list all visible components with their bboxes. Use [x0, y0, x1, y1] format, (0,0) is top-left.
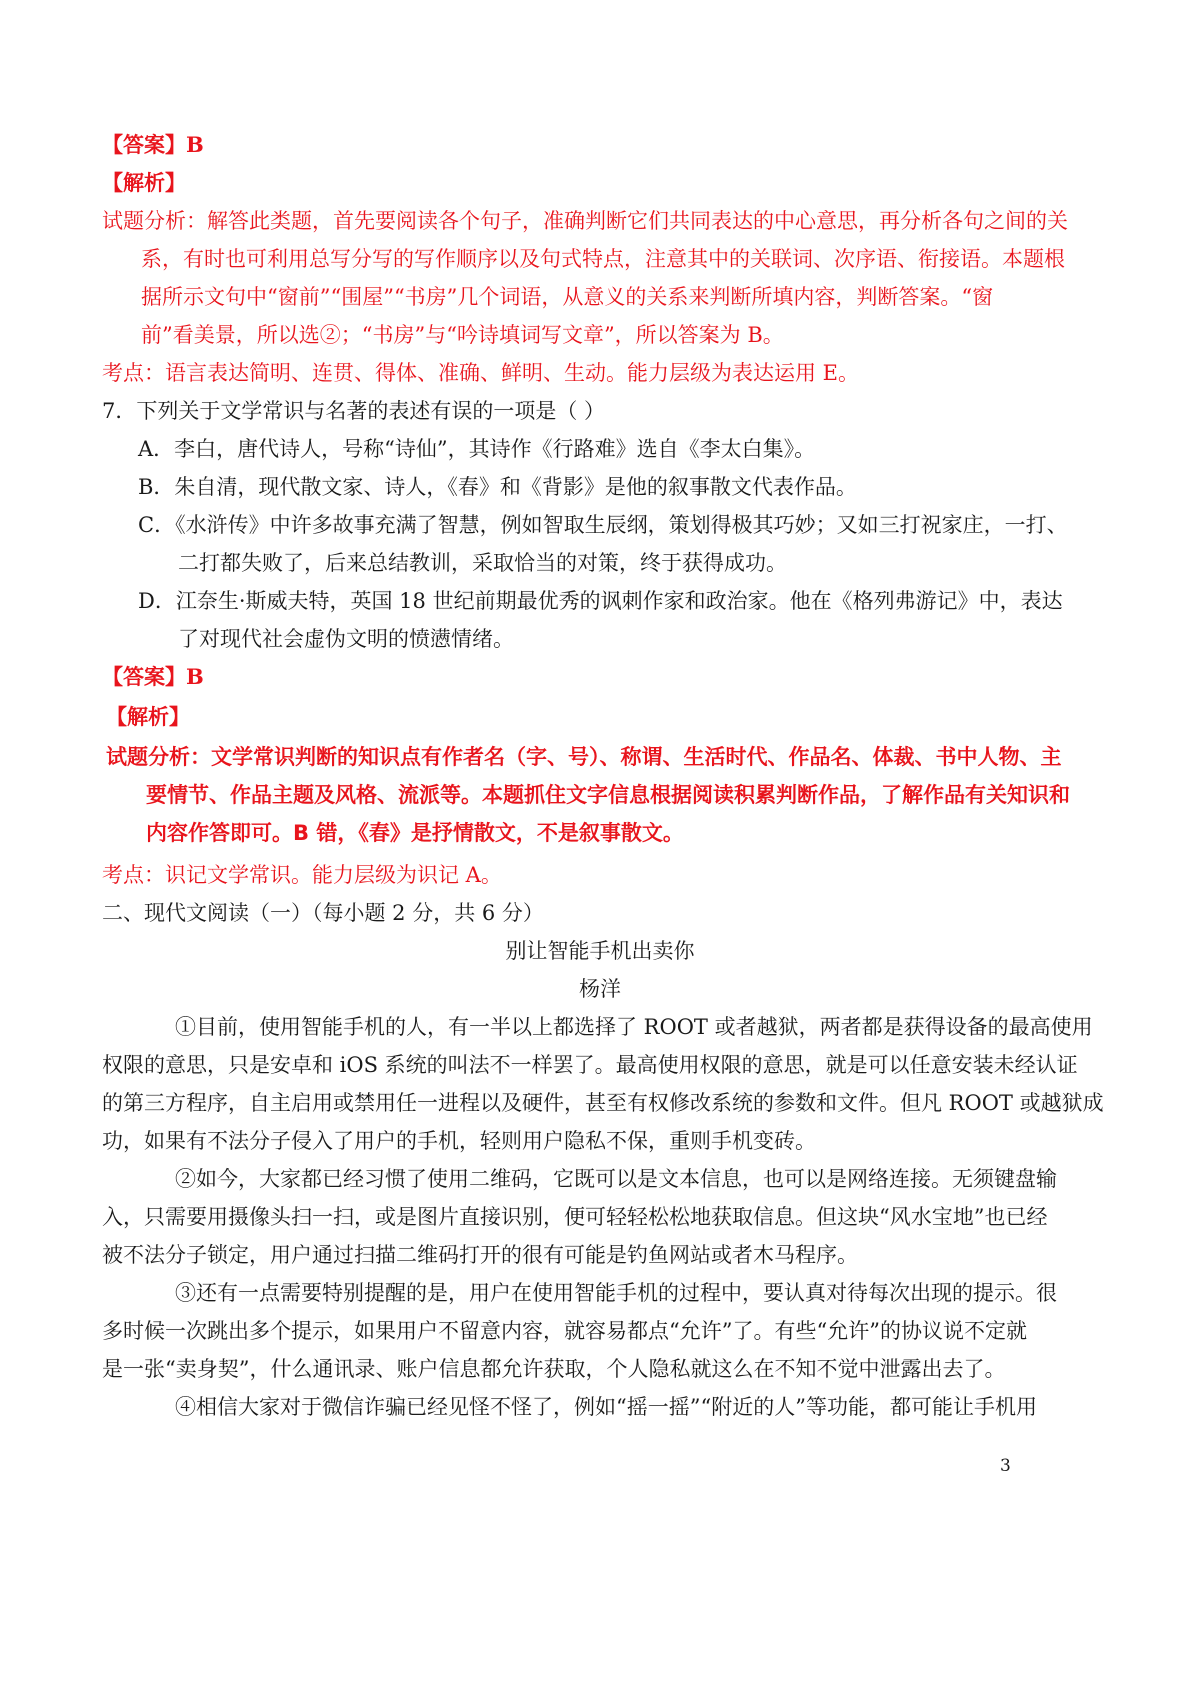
passage-line: 权限的意思，只是安卓和 iOS 系统的叫法不一样罢了。最高使用权限的意思，就是可以任意安装未经认证 — [102, 1053, 1078, 1077]
passage-line: ③还有一点需要特别提醒的是，用户在使用智能手机的过程中，要认真对待每次出现的提示。很 — [175, 1281, 1057, 1305]
q6-analysis-line: 试题分析：解答此类题，首先要阅读各个句子，准确判断它们共同表达的中心意思，再分析各句之间的关 — [102, 209, 1068, 233]
q7-analysis-label: 【解析】 — [106, 704, 190, 729]
q7-option-a: A．李白，唐代诗人，号称“诗仙”，其诗作《行路难》选自《李太白集》。 — [138, 437, 816, 461]
passage-line: ①目前，使用智能手机的人，有一半以上都选择了 ROOT 或者越狱，两者都是获得设备的最高使用 — [175, 1015, 1093, 1039]
q7-stem: 7．下列关于文学常识与名著的表述有误的一项是（ ） — [102, 399, 606, 423]
q7-analysis-line: 试题分析：文学常识判断的知识点有作者名（字、号）、称谓、生活时代、作品名、体裁、书中人物、主 — [106, 745, 1062, 769]
q7-option-c-cont: 二打都失败了，后来总结教训，采取恰当的对策，终于获得成功。 — [178, 551, 787, 575]
q7-option-c: C．《水浒传》中许多故事充满了智慧，例如智取生辰纲，策划得极其巧妙；又如三打祝家庄，一打、 — [138, 513, 1068, 537]
section-heading: 二、现代文阅读（一）（每小题 2 分，共 6 分） — [102, 901, 544, 925]
q7-option-b: B．朱自清，现代散文家、诗人，《春》和《背影》是他的叙事散文代表作品。 — [138, 475, 857, 499]
q7-option-d: D．江奈生·斯威夫特，英国 18 世纪前期最优秀的讽刺作家和政治家。他在《格列弗游记》中，表达 — [138, 589, 1063, 613]
q6-analysis-line: 系，有时也可利用总写分写的写作顺序以及句式特点，注意其中的关联词、次序语、衔接语。本题根 — [141, 247, 1065, 271]
passage-line: ②如今，大家都已经习惯了使用二维码，它既可以是文本信息，也可以是网络连接。无须键盘输 — [175, 1167, 1057, 1191]
q6-analysis-label: 【解析】 — [102, 170, 186, 195]
q6-analysis-line: 据所示文句中“窗前”“围屋”“书房”几个词语，从意义的关系来判断所填内容，判断答案。“窗 — [141, 285, 994, 309]
q6-analysis-line: 前”看美景，所以选②；“书房”与“吟诗填词写文章”，所以答案为 B。 — [141, 323, 784, 347]
q7-analysis-line: 内容作答即可。B 错，《春》是抒情散文，不是叙事散文。 — [146, 821, 684, 845]
passage-line: 功，如果有不法分子侵入了用户的手机，轻则用户隐私不保，重则手机变砖。 — [102, 1129, 816, 1153]
q7-analysis-line: 要情节、作品主题及风格、流派等。本题抓住文字信息根据阅读积累判断作品，了解作品有关知识和 — [146, 783, 1070, 807]
passage-title: 别让智能手机出卖你 — [505, 939, 695, 963]
q7-kaodian: 考点：识记文学常识。能力层级为识记 A。 — [102, 863, 502, 887]
passage-line: 的第三方程序，自主启用或禁用任一进程以及硬件，甚至有权修改系统的参数和文件。但凡 ROOT 或越狱成 — [102, 1091, 1104, 1115]
passage-line: ④相信大家对于微信诈骗已经见怪不怪了，例如“摇一摇”“附近的人”等功能，都可能让手机用 — [175, 1395, 1037, 1419]
passage-line: 是一张“卖身契”，什么通讯录、账户信息都允许获取，个人隐私就这么在不知不觉中泄露出去了。 — [102, 1357, 1006, 1381]
passage-line: 入，只需要用摄像头扫一扫，或是图片直接识别，便可轻轻松松地获取信息。但这块“风水宝地”也已经 — [102, 1205, 1048, 1229]
q7-option-d-cont: 了对现代社会虚伪文明的愤懑情绪。 — [178, 627, 514, 651]
q6-kaodian: 考点：语言表达简明、连贯、得体、准确、鲜明、生动。能力层级为表达运用 E。 — [102, 361, 860, 385]
q6-answer: 【答案】B — [102, 132, 204, 157]
passage-author: 杨洋 — [579, 977, 621, 1001]
q7-answer: 【答案】B — [102, 664, 204, 689]
page-number: 3 — [1000, 1456, 1011, 1476]
passage-line: 被不法分子锁定，用户通过扫描二维码打开的很有可能是钓鱼网站或者木马程序。 — [102, 1243, 858, 1267]
passage-line: 多时候一次跳出多个提示，如果用户不留意内容，就容易都点“允许”了。有些“允许”的协议说不定就 — [102, 1319, 1027, 1343]
